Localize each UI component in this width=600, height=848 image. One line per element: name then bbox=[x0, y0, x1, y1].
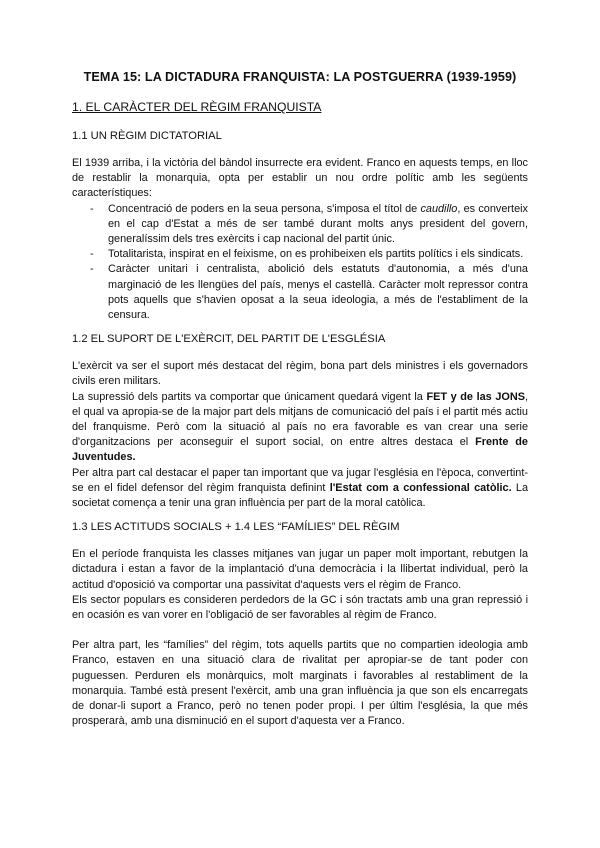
paragraph-middle-classes: En el període franquista les classes mitjanes van jugar un paper molt important, rebutgen la dictadura i estan a favor de la implantació d'una democràcia i la llibertat individual, però la actitud d'oposició va comportar una passivitat d'aquests vers el règim de Franco. bbox=[72, 548, 528, 591]
paragraph-families: Per altra part, les “famílies” del règim, tots aquells partits que no compartien ideologia amb Franco, estaven en una situació clara de rivalitat per apropiar-se de tant poder con puguessen. Perduren els monàrquics, molt marginats i favorables al restabliment de la monarquia. També està present l'exèrcit, amb una gran influència ja que son els encarregats de donar-li suport a Franco, però no tenen poder propi. I per últim l'església, la que més prosperarà, amb una disminució en el suport d'aquesta ver a Franco. bbox=[72, 639, 528, 728]
paragraph-army: L'exèrcit va ser el suport més destacat del règim, bona part dels ministres i els governadors civils eren militars. bbox=[72, 360, 528, 388]
caudillo-term: caudillo bbox=[420, 202, 458, 215]
fet-jons-term: FET y de las JONS bbox=[426, 390, 525, 403]
subsection-1-3-heading: 1.3 LES ACTITUDS SOCIALS + 1.4 LES “FAMÍLIES” DEL RÈGIM bbox=[72, 521, 400, 534]
paragraph-popular-sectors: Els sector populars es consideren perdedors de la GC i són tractats amb una gran repressió i en ocasión es van vorer en l'obligació de ser favorables al règim de Franco. bbox=[72, 593, 528, 622]
list-item: - Caràcter unitari i centralista, abolició dels estatuts d'autonomia, a més d'una marginació de les llengües del país, menys el castellà. Caràcter molt repressor contra pots aquells que s'havien oposat a la seua ideologia, a més de l'establiment de la censura. bbox=[108, 262, 528, 323]
subsection-1-2-heading: 1.2 EL SUPORT DE L'EXÈRCIT, DEL PARTIT DE L'ESGLÉSIA bbox=[72, 333, 386, 346]
list-item: - Concentració de poders en la seua persona, s'imposa el títol de caudillo, es converteix en el cap d'Estat a més de ser també durant molts anys president del govern, generalíssim dels tres exèrcits i cap nacional del partit únic. bbox=[108, 202, 528, 248]
frente-juventudes-term: Frente de Juventudes. bbox=[72, 436, 528, 464]
paragraph-church: Per altra part cal destacar el paper tan important que va jugar l'església en l'època, convertint-se en el fidel defensor del règim franquista definint l'Estat com a confessional catòlic. La societat comença a tenir una gran influència per part de la moral catòlica. bbox=[72, 466, 529, 510]
section-1-heading: 1. EL CARÀCTER DEL RÈGIM FRANQUISTA bbox=[72, 100, 322, 114]
list-item: - Totalitarista, inspirat en el feixisme, on es prohibeixen els partits polítics i els sindicats. bbox=[108, 247, 528, 262]
characteristics-list bbox=[72, 202, 528, 324]
subsection-1-1-heading: 1.1 UN RÈGIM DICTATORIAL bbox=[72, 130, 222, 142]
estat-confessional-term: l'Estat com a confessional catòlic. bbox=[329, 481, 512, 494]
document-title: TEMA 15: LA DICTADURA FRANQUISTA: LA POSTGUERRA (1939-1959) bbox=[83, 70, 517, 84]
paragraph-intro: El 1939 arriba, i la victòria del bàndol insurrecte era evident. Franco en aquests temps, en lloc de restablir la monarquia, opta per establir un nou ordre polític amb les següents característiques: bbox=[72, 157, 528, 200]
paragraph-party: La supressió dels partits va comportar que únicament quedará vigent la FET y de las JONS, el qual va apropia-se de la major part dels mitjans de comunicació del país i el partit més actiu del franquisme. Però com la situació al país no era favorable es van crear una serie d'organitzacions per aconseguir el suport social, on entre altres destaca el Frente de Juventudes. bbox=[72, 390, 529, 464]
